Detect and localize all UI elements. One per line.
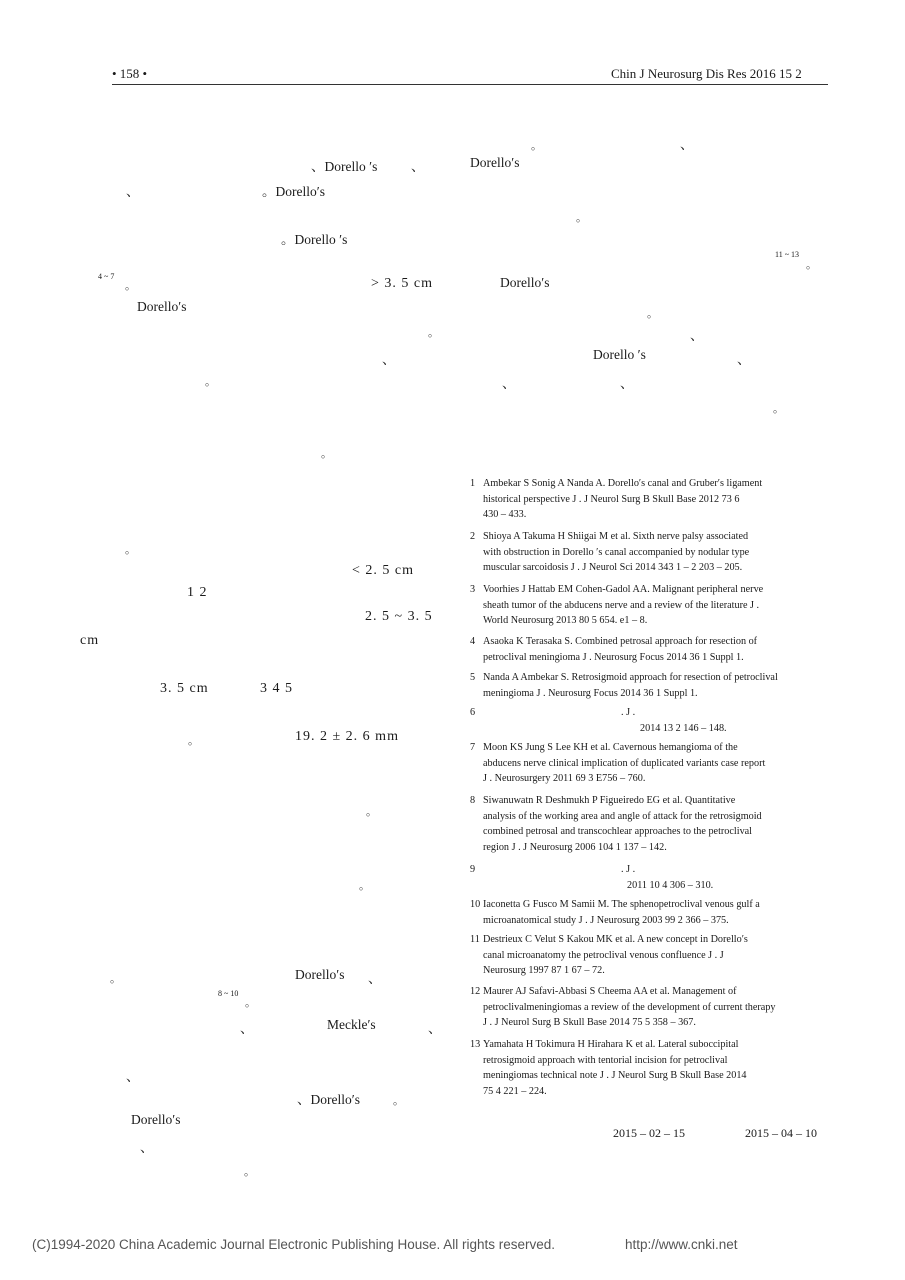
reference-text: Destrieux C Velut S Kakou MK et al. A new concept in Dorello′s xyxy=(483,934,748,945)
measurement-value: 1 2 xyxy=(187,585,208,600)
received-date: 2015 – 02 – 15 xyxy=(613,1126,685,1140)
right-text-fragment: Dorello′s xyxy=(500,275,550,290)
right-text-fragment: 。 xyxy=(531,140,542,152)
reference-item xyxy=(470,897,828,928)
header-rule xyxy=(112,84,828,85)
left-text-fragment: 。 xyxy=(244,1166,255,1178)
reference-number: 6 xyxy=(470,707,476,718)
reference-item xyxy=(470,740,828,787)
reference-text: historical perspective J . J Neurol Surg B Skull Base 2012 73 6 xyxy=(483,493,740,505)
right-text-fragment: Dorello′s xyxy=(470,155,520,170)
reference-text: Moon KS Jung S Lee KH et al. Cavernous hemangioma of the xyxy=(483,742,738,753)
reference-item xyxy=(470,634,828,665)
right-text-fragment: 、 xyxy=(737,352,751,367)
right-text-fragment: 、 xyxy=(620,376,634,391)
left-text-fragment: Dorello′s xyxy=(137,299,187,314)
measurement-value: 3 4 5 xyxy=(260,681,293,696)
right-text-fragment: 、 xyxy=(680,137,694,152)
reference-text: meningioma J . Neurosurg Focus 2014 36 1 Suppl 1. xyxy=(483,687,698,699)
reference-text: petroclivalmeningiomas a review of the development of current therapy xyxy=(483,1001,776,1013)
left-text-fragment: Meckle′s xyxy=(327,1017,376,1032)
citation-superscript: 11 ~ 13 xyxy=(775,250,800,259)
left-text-fragment: 。 xyxy=(366,806,377,818)
left-text-fragment: 。 xyxy=(205,376,216,388)
left-text-fragment: 。 xyxy=(393,1095,404,1107)
reference-text: Neurosurg 1997 87 1 67 – 72. xyxy=(483,965,605,977)
reference-number: 12 xyxy=(470,986,481,997)
right-text-fragment: Dorello ′s xyxy=(593,347,646,362)
reference-text: 430 – 433. xyxy=(483,509,527,521)
right-text-fragment: 。 xyxy=(576,212,587,224)
reference-text: Yamahata H Tokimura H Hirahara K et al. Lateral suboccipital xyxy=(483,1039,739,1050)
reference-text: Siwanuwatn R Deshmukh P Figueiredo EG et al. Quantitative xyxy=(483,795,736,806)
reference-item xyxy=(470,582,828,629)
reference-number: 2 xyxy=(470,531,476,542)
reference-text: region J . J Neurosurg 2006 104 1 137 – 142. xyxy=(483,841,667,853)
reference-number: 9 xyxy=(470,864,476,875)
reference-text: 2014 13 2 146 – 148. xyxy=(640,722,727,734)
measurement-value: > 3. 5 cm xyxy=(371,276,433,291)
citation-superscript: 8 ~ 10 xyxy=(218,989,239,998)
right-text-fragment: 。 xyxy=(773,403,784,415)
measurement-value: 19. 2 ± 2. 6 mm xyxy=(295,729,399,744)
left-text-fragment: Dorello′s xyxy=(131,1112,181,1127)
reference-text: . J . xyxy=(621,864,636,875)
left-text-fragment: 、 xyxy=(126,1069,140,1084)
reference-text: canal microanatomy the petroclival venous confluence J . J xyxy=(483,949,724,961)
reference-text: . J . xyxy=(621,707,636,718)
revised-date: 2015 – 04 – 10 xyxy=(745,1126,817,1140)
cnki-url[interactable]: http://www.cnki.net xyxy=(625,1237,738,1252)
reference-text: World Neurosurg 2013 80 5 654. e1 – 8. xyxy=(483,615,648,627)
reference-text: combined petrosal and transcochlear approaches to the petroclival xyxy=(483,826,753,838)
right-text-fragment: 、 xyxy=(690,328,704,343)
left-text-fragment: 。 xyxy=(110,973,121,985)
left-text-fragment: 、Dorello′s xyxy=(297,1092,360,1107)
reference-text: meningiomas technical note J . J Neurol Surg B Skull Base 2014 xyxy=(483,1070,747,1082)
left-text-fragment: 、 xyxy=(428,1021,442,1036)
reference-number: 10 xyxy=(470,899,481,910)
reference-text: retrosigmoid approach with tentorial incision for petroclival xyxy=(483,1054,728,1066)
reference-item xyxy=(470,862,828,893)
left-text-fragment: 、 xyxy=(368,971,382,986)
left-text-fragment: 。 xyxy=(125,544,136,556)
reference-number: 3 xyxy=(470,584,476,595)
reference-item xyxy=(470,932,828,979)
measurement-unit: cm xyxy=(80,633,100,648)
reference-text: 75 4 221 – 224. xyxy=(483,1085,547,1097)
reference-item xyxy=(470,670,828,701)
reference-text: analysis of the working area and angle of attack for the retrosigmoid xyxy=(483,810,762,822)
reference-text: with obstruction in Dorello ′s canal accompanied by nodular type xyxy=(483,546,750,558)
reference-text: Maurer AJ Safavi-Abbasi S Cheema AA et al. Management of xyxy=(483,986,737,997)
left-text-fragment: 。Dorello ′s xyxy=(281,232,348,247)
reference-text: muscular sarcoidosis J . J Neurol Sci 2014 343 1 – 2 203 – 205. xyxy=(483,562,743,574)
reference-text: J . Neurosurgery 2011 69 3 E756 – 760. xyxy=(483,773,646,785)
left-text-fragment: 、 xyxy=(126,184,140,199)
reference-item xyxy=(470,529,828,576)
reference-number: 5 xyxy=(470,672,476,683)
left-text-fragment: 、 xyxy=(411,159,425,174)
reference-text: Asaoka K Terasaka S. Combined petrosal approach for resection of xyxy=(483,636,758,647)
measurement-value: 2. 5 ~ 3. 5 xyxy=(365,609,433,624)
right-text-fragment: 。 xyxy=(647,308,658,320)
reference-text: abducens nerve clinical implication of duplicated variants case report xyxy=(483,757,766,769)
right-text-fragment: 、 xyxy=(502,376,516,391)
left-text-fragment: 。 xyxy=(321,448,332,460)
reference-text: petroclival meningioma J . Neurosurg Focus 2014 36 1 Suppl 1. xyxy=(483,651,744,663)
reference-text: sheath tumor of the abducens nerve and a review of the literature J . xyxy=(483,599,760,611)
reference-number: 7 xyxy=(470,742,476,753)
left-text-fragment: 。 xyxy=(188,735,199,747)
reference-text: 2011 10 4 306 – 310. xyxy=(627,879,714,891)
reference-item xyxy=(470,476,828,523)
measurement-value: < 2. 5 cm xyxy=(352,563,414,578)
left-text-fragment: 。 xyxy=(125,280,136,292)
reference-item xyxy=(470,793,828,855)
reference-item xyxy=(470,984,828,1031)
reference-text: Iaconetta G Fusco M Samii M. The sphenopetroclival venous gulf a xyxy=(483,899,760,910)
page-number: • 158 • xyxy=(112,66,148,81)
left-text-fragment: 、 xyxy=(382,352,396,367)
journal-running-head: Chin J Neurosurg Dis Res 2016 15 2 xyxy=(611,66,802,81)
reference-text: microanatomical study J . J Neurosurg 2003 99 2 366 – 375. xyxy=(483,914,729,926)
reference-item xyxy=(470,1037,828,1099)
measurement-value: 3. 5 cm xyxy=(160,681,209,696)
left-text-fragment: 、Dorello ′s xyxy=(311,159,378,174)
left-text-fragment: 、 xyxy=(240,1021,254,1036)
left-text-fragment: Dorello′s xyxy=(295,967,345,982)
reference-text: Shioya A Takuma H Shiigai M et al. Sixth nerve palsy associated xyxy=(483,531,749,542)
reference-text: Nanda A Ambekar S. Retrosigmoid approach for resection of petroclival xyxy=(483,672,778,683)
reference-number: 13 xyxy=(470,1039,481,1050)
left-text-fragment: 、 xyxy=(140,1140,154,1155)
left-text-fragment: 。 xyxy=(359,880,370,892)
reference-number: 4 xyxy=(470,636,476,647)
citation-superscript: 4 ~ 7 xyxy=(98,272,115,281)
right-text-fragment: 。 xyxy=(806,259,817,271)
left-text-fragment: 。Dorello′s xyxy=(262,184,325,199)
left-text-fragment: 。 xyxy=(428,327,439,339)
left-text-fragment: 。 xyxy=(245,997,256,1009)
reference-text: Ambekar S Sonig A Nanda A. Dorello′s canal and Gruber′s ligament xyxy=(483,478,763,489)
reference-number: 1 xyxy=(470,478,476,489)
reference-number: 11 xyxy=(470,934,480,945)
reference-item xyxy=(470,705,828,736)
copyright-notice: (C)1994-2020 China Academic Journal Electronic Publishing House. All rights reserved. xyxy=(32,1237,556,1252)
reference-number: 8 xyxy=(470,795,476,806)
reference-text: J . J Neurol Surg B Skull Base 2014 75 5 358 – 367. xyxy=(483,1017,696,1029)
reference-text: Voorhies J Hattab EM Cohen-Gadol AA. Malignant peripheral nerve xyxy=(483,584,764,595)
